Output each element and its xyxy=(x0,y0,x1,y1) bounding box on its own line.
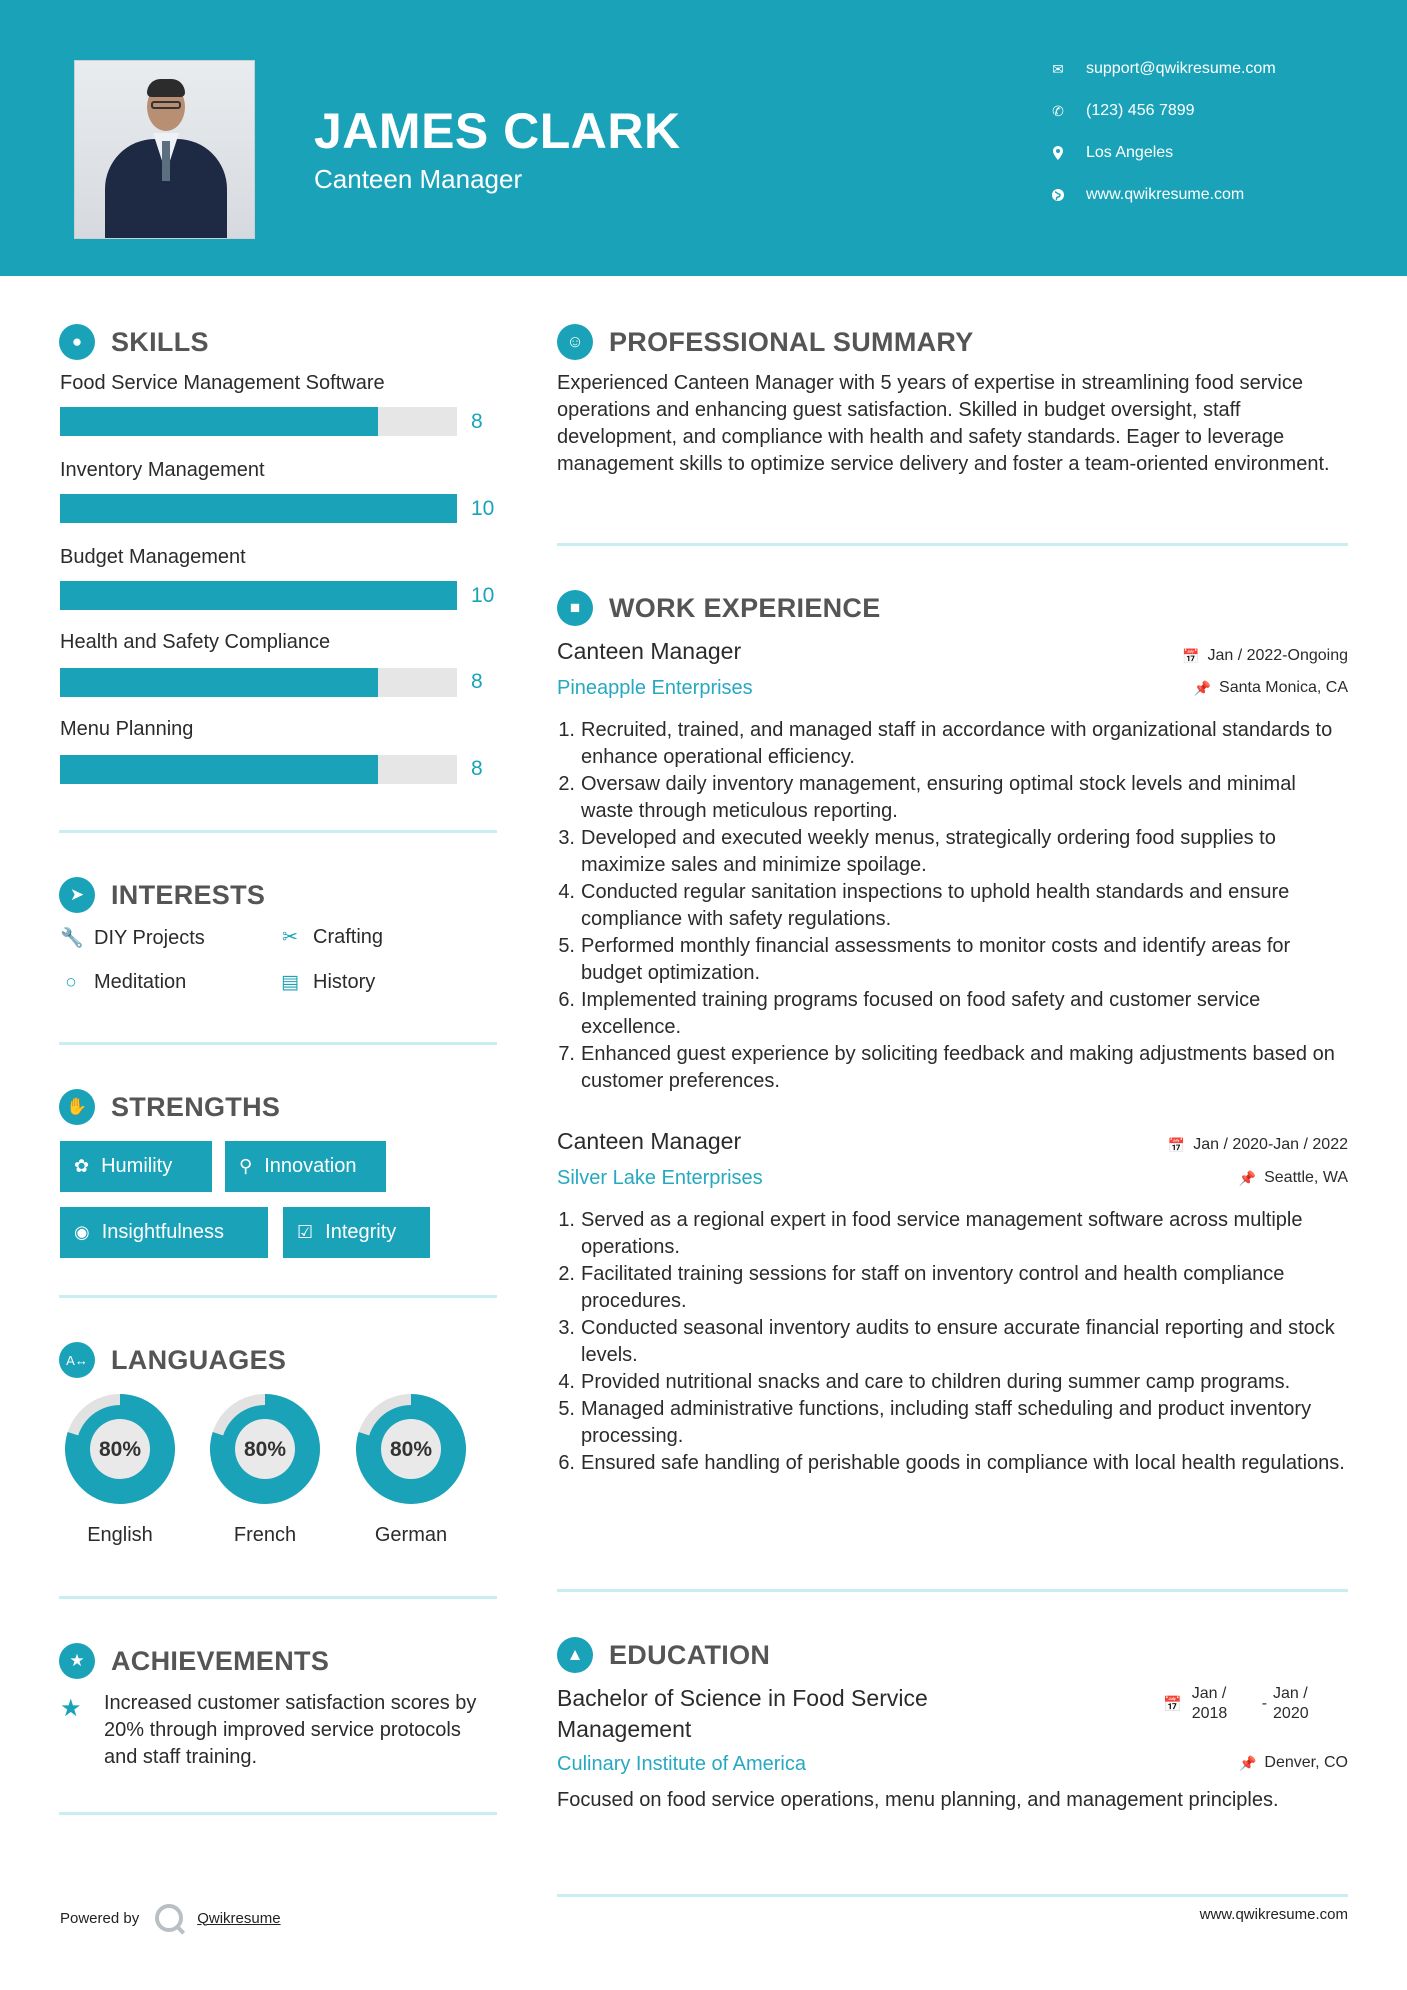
skill-bar xyxy=(60,494,457,523)
strength-badge: ◉ Insightfulness xyxy=(60,1207,268,1258)
school-name: Culinary Institute of America xyxy=(557,1753,806,1775)
list-item: 2. Facilitated training sessions for staff on inventory control and health compliance procedures. xyxy=(558,1263,1285,1312)
list-item: 3. Developed and executed weekly menus, strategically ordering food supplies to maximize sales and minimize spoilage. xyxy=(558,827,1276,876)
eye-icon: ◉ xyxy=(74,1222,90,1242)
section-divider xyxy=(59,1042,497,1045)
interest-item: ▤ History xyxy=(279,971,375,994)
job-title: Canteen Manager xyxy=(557,1128,742,1154)
company-name: Pineapple Enterprises xyxy=(557,677,753,699)
education-location: 📌 Denver, CO xyxy=(1238,1754,1348,1771)
skill-label: Inventory Management xyxy=(60,459,265,481)
strengths-heading: ✋ STRENGTHS xyxy=(59,1089,280,1125)
skill-label: Food Service Management Software xyxy=(60,372,385,394)
section-divider xyxy=(59,830,497,833)
skill-bar xyxy=(60,668,457,697)
list-item: 4. Provided nutritional snacks and care to children during summer camp programs. xyxy=(558,1371,1291,1393)
job-bullets xyxy=(553,717,1353,1095)
lightbulb-icon: ⚲ xyxy=(239,1156,253,1176)
education-heading: ▲ EDUCATION xyxy=(557,1637,770,1673)
section-divider xyxy=(557,1894,1348,1897)
language-percent: 80% xyxy=(98,1438,142,1461)
list-item: 3. Conducted seasonal inventory audits to ensure accurate financial reporting and stock levels. xyxy=(558,1317,1335,1366)
graduate-icon: ▲ xyxy=(557,1637,593,1673)
skill-value: 8 xyxy=(471,757,483,780)
lightbulb-icon: ● xyxy=(59,324,95,360)
footer-website[interactable]: www.qwikresume.com xyxy=(1199,1906,1348,1923)
user-icon: ☺ xyxy=(557,324,593,360)
qwikresume-logo-icon xyxy=(155,1904,183,1932)
scissors-icon: ✂ xyxy=(282,927,298,948)
list-item: 7. Enhanced guest experience by soliciting feedback and making adjustments based on customer preferences. xyxy=(558,1043,1335,1092)
interests-heading: ➤ INTERESTS xyxy=(59,877,265,913)
company-name: Silver Lake Enterprises xyxy=(557,1167,763,1189)
list-item: 5. Managed administrative functions, including staff scheduling and product inventory processing. xyxy=(558,1398,1312,1447)
translate-icon: A↔ xyxy=(59,1342,95,1378)
job-title: Canteen Manager xyxy=(557,638,742,664)
contact-phone[interactable]: ✆ (123) 456 7899 xyxy=(1050,102,1195,120)
section-divider xyxy=(59,1812,497,1815)
skill-label: Budget Management xyxy=(60,546,246,568)
contact-location: Los Angeles xyxy=(1050,144,1173,162)
chair-icon: ■ xyxy=(557,590,593,626)
check-square-icon: ☑ xyxy=(297,1222,314,1242)
section-divider xyxy=(59,1596,497,1599)
language-item xyxy=(350,1388,472,1547)
language-ring xyxy=(59,1388,181,1510)
list-item: 4. Conducted regular sanitation inspections to uphold health standards and ensure compliance with safety regulations. xyxy=(558,881,1290,930)
skill-bar xyxy=(60,581,457,610)
strength-badge: ⚲ Innovation xyxy=(225,1141,386,1192)
section-divider xyxy=(59,1295,497,1298)
language-percent: 80% xyxy=(389,1438,433,1461)
education-description: Focused on food service operations, menu planning, and management principles. xyxy=(557,1789,1279,1811)
shooting-star-icon: ★ xyxy=(60,1695,82,1722)
language-name: German xyxy=(374,1524,448,1546)
language-item xyxy=(59,1388,181,1547)
interest-item: ○ Meditation xyxy=(60,971,186,994)
strength-badge: ✿ Humility xyxy=(60,1141,212,1192)
summary-text: Experienced Canteen Manager with 5 years of expertise in streamlining food service operations and enhancing guest satisfaction. Skilled in budget oversight, staff development, and compliance with health and safety standards. Eager to leverage management skills to optimize service delivery and foster a team-oriented environment. xyxy=(557,372,1330,475)
job-dates: 📅 Jan / 2022-Ongoing xyxy=(1182,647,1348,664)
hand-icon: ✋ xyxy=(59,1089,95,1125)
qwikresume-link[interactable]: Qwikresume xyxy=(197,1909,281,1927)
skill-value: 8 xyxy=(471,410,483,433)
candidate-title: Canteen Manager xyxy=(314,164,523,194)
mail-icon: ✉ xyxy=(1052,60,1064,77)
wrench-icon: 🔧 xyxy=(60,928,84,949)
education-dates: 📅 Jan / 2018 - Jan / 2020 xyxy=(1163,1685,1309,1722)
list-item: 1. Recruited, trained, and managed staff in accordance with organizational standards to enhance operational efficiency. xyxy=(558,719,1333,768)
museum-icon: ▤ xyxy=(281,972,299,993)
language-name: English xyxy=(87,1524,153,1546)
achievements-heading: ★ ACHIEVEMENTS xyxy=(59,1643,329,1679)
job-location: 📌 Seattle, WA xyxy=(1238,1169,1348,1186)
list-item: 5. Performed monthly financial assessments to monitor costs and identify areas for budget optimization. xyxy=(558,935,1291,984)
leaf-icon: ✿ xyxy=(74,1156,90,1176)
calendar-icon: 📅 xyxy=(1163,1696,1182,1713)
star-icon: ★ xyxy=(59,1643,95,1679)
language-ring xyxy=(204,1388,326,1510)
calendar-icon: 📅 xyxy=(1182,647,1200,664)
list-item: 2. Oversaw daily inventory management, ensuring optimal stock levels and minimal waste through meticulous reporting. xyxy=(558,773,1296,822)
skill-bar xyxy=(60,755,457,784)
job-bullets xyxy=(553,1207,1353,1477)
list-item: 6. Implemented training programs focused on food safety and customer service excellence. xyxy=(558,989,1261,1038)
section-divider xyxy=(557,543,1348,546)
pin-icon: 📌 xyxy=(1238,1169,1257,1186)
skill-label: Health and Safety Compliance xyxy=(60,631,331,653)
job-dates: 📅 Jan / 2020-Jan / 2022 xyxy=(1167,1136,1348,1153)
pin-icon: 📌 xyxy=(1193,679,1212,696)
calendar-icon: 📅 xyxy=(1167,1136,1186,1153)
globe-icon xyxy=(1050,187,1066,203)
profile-photo xyxy=(74,60,255,239)
languages-heading: A↔ LANGUAGES xyxy=(59,1342,286,1378)
interest-item: 🔧 DIY Projects xyxy=(60,926,205,949)
skill-value: 10 xyxy=(471,584,495,607)
skill-value: 8 xyxy=(471,670,483,693)
pin-icon: 📌 xyxy=(1238,1754,1257,1771)
strength-badge: ☑ Integrity xyxy=(283,1207,430,1258)
phone-icon: ✆ xyxy=(1052,102,1064,119)
paper-plane-icon: ➤ xyxy=(59,877,95,913)
location-pin-icon xyxy=(1050,145,1066,161)
candidate-name: JAMES CLARK xyxy=(314,103,681,159)
resume-header xyxy=(0,0,1407,276)
contact-email[interactable]: ✉ support@qwikresume.com xyxy=(1050,60,1276,78)
footer-powered-by: Powered by Qwikresume xyxy=(60,1904,281,1932)
experience-heading: ■ WORK EXPERIENCE xyxy=(557,590,881,626)
contact-website[interactable]: www.qwikresume.com xyxy=(1050,186,1244,204)
job-location: 📌 Santa Monica, CA xyxy=(1193,679,1348,696)
language-item xyxy=(204,1388,326,1547)
skill-label: Menu Planning xyxy=(60,718,194,740)
list-item: 1. Served as a regional expert in food service management software across multiple operations. xyxy=(558,1209,1303,1258)
skill-bar xyxy=(60,407,457,436)
language-ring xyxy=(350,1388,472,1510)
circle-icon: ○ xyxy=(65,971,77,993)
language-percent: 80% xyxy=(243,1438,287,1461)
summary-heading: ☺ PROFESSIONAL SUMMARY xyxy=(557,324,974,360)
skills-heading: ● SKILLS xyxy=(59,324,209,360)
section-divider xyxy=(557,1589,1348,1592)
degree-title: Bachelor of Science in Food Service Management xyxy=(557,1685,928,1742)
interest-item: ✂ Crafting xyxy=(279,926,383,949)
achievement-text: Increased customer satisfaction scores by 20% through improved service protocols and staff training. xyxy=(104,1692,477,1768)
language-name: French xyxy=(233,1524,297,1546)
list-item: 6. Ensured safe handling of perishable goods in compliance with local health regulations. xyxy=(558,1452,1345,1474)
skill-value: 10 xyxy=(471,497,495,520)
